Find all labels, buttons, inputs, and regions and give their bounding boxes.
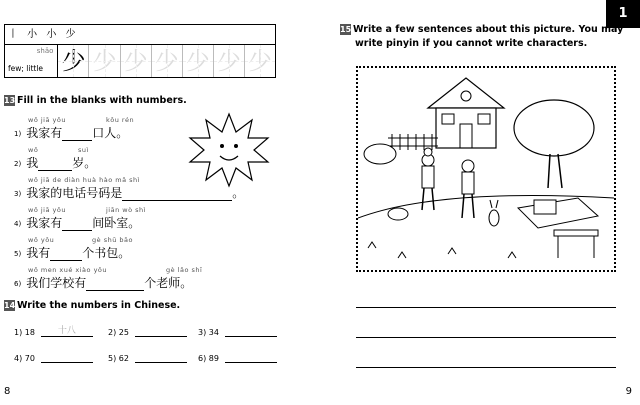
writing-line-2[interactable]: [356, 337, 616, 338]
number-item-1: [14, 326, 93, 337]
family-scene-picture: [356, 66, 616, 272]
number-item-2: [108, 326, 187, 337]
number-item-4: [14, 352, 93, 363]
number-blank[interactable]: [225, 352, 277, 363]
char-pinyin: shǎo: [36, 47, 54, 55]
fill-item-6: [14, 274, 192, 291]
trace-char[interactable]: 少: [121, 45, 152, 77]
sun-illustration: [186, 112, 272, 188]
item-number: 3): [14, 189, 22, 198]
section-15-heading: [340, 24, 623, 35]
item-text-post: 口人。: [92, 126, 129, 140]
item-number: 2): [14, 159, 22, 168]
item-1-pinyin-b: kǒu rén: [106, 116, 135, 124]
trace-char[interactable]: 少: [183, 45, 214, 77]
answer-blank[interactable]: [122, 188, 232, 201]
number-blank[interactable]: [135, 326, 187, 337]
item-3-pinyin-a: wǒ jiā de diàn huà hào mǎ shì: [28, 176, 140, 184]
item-6-pinyin-b: gè lǎo shī: [166, 266, 203, 274]
number-label: 4) 70: [14, 354, 35, 363]
section-14-number: 14: [4, 301, 16, 310]
number-blank[interactable]: [225, 326, 277, 337]
item-text-post: 个老师。: [144, 276, 193, 290]
number-label: 2) 25: [108, 328, 129, 337]
section-14-heading: [4, 300, 180, 311]
fill-item-4: [14, 214, 140, 231]
stroke-order: 丨 小 小 少: [4, 24, 276, 44]
item-text-pre: 我家的电话号码是: [26, 186, 123, 200]
item-text-post: 岁。: [72, 156, 97, 170]
char-meaning: few; little: [8, 64, 44, 73]
page-number-right: 9: [625, 386, 632, 397]
fill-item-3: [14, 184, 244, 201]
answer-blank[interactable]: [62, 218, 92, 231]
item-number: 4): [14, 219, 22, 228]
trace-char[interactable]: 少: [89, 45, 120, 77]
item-4-pinyin-a: wǒ jiā yǒu: [28, 206, 66, 214]
trace-char[interactable]: 少: [214, 45, 245, 77]
family-scene-drawing: [358, 68, 614, 270]
section-13-heading: [4, 95, 187, 106]
number-blank[interactable]: 十八: [41, 326, 93, 337]
section-15-title-line2: write pinyin if you cannot write characters.: [355, 38, 588, 49]
number-label: 1) 18: [14, 328, 35, 337]
item-text-post: 间卧室。: [92, 216, 141, 230]
item-5-pinyin-b: gè shū bāo: [92, 236, 133, 244]
section-15-title-line1: Write a few sentences about this picture. You may: [353, 24, 624, 35]
number-item-6: [198, 352, 277, 363]
number-label: 6) 89: [198, 354, 219, 363]
answer-blank[interactable]: [62, 128, 92, 141]
item-text-post: 个书包。: [82, 246, 131, 260]
page-number-left: 8: [4, 386, 11, 397]
trace-char[interactable]: 少: [152, 45, 183, 77]
item-text-pre: 我: [26, 156, 39, 170]
fill-item-5: [14, 244, 130, 261]
answer-blank[interactable]: [38, 158, 72, 171]
item-text-pre: 我有: [26, 246, 51, 260]
chapter-tab: 1: [606, 0, 640, 28]
item-6-pinyin-a: wǒ men xué xiào yǒu: [28, 266, 108, 274]
writing-line-3[interactable]: [356, 367, 616, 368]
trace-char[interactable]: 少: [245, 45, 275, 77]
section-13-title: Fill in the blanks with numbers.: [17, 95, 187, 106]
item-2-pinyin-a: wǒ: [28, 146, 39, 154]
fill-item-2: [14, 154, 96, 171]
answer-blank[interactable]: [86, 278, 144, 291]
item-5-pinyin-a: wǒ yǒu: [28, 236, 55, 244]
section-13-number: 13: [4, 96, 16, 105]
item-number: 6): [14, 279, 22, 288]
char-label-cell: [5, 45, 58, 77]
main-char: 少: [58, 45, 89, 77]
item-number: 1): [14, 129, 22, 138]
item-text-pre: 我家有: [26, 216, 63, 230]
item-text-pre: 我家有: [26, 126, 63, 140]
fill-item-1: [14, 124, 128, 141]
section-15-number: 15: [340, 25, 352, 34]
section-14-title: Write the numbers in Chinese.: [17, 300, 181, 311]
number-blank[interactable]: [135, 352, 187, 363]
answer-blank[interactable]: [50, 248, 82, 261]
item-1-pinyin-a: wǒ jiā yǒu: [28, 116, 66, 124]
item-text-post: 。: [232, 186, 245, 200]
number-blank[interactable]: [41, 352, 93, 363]
item-text-pre: 我们学校有: [26, 276, 87, 290]
number-label: 5) 62: [108, 354, 129, 363]
item-4-pinyin-b: jiān wò shì: [106, 206, 146, 214]
number-item-5: [108, 352, 187, 363]
number-label: 3) 34: [198, 328, 219, 337]
writing-line-1[interactable]: [356, 307, 616, 308]
character-grid: [4, 44, 276, 78]
number-item-3: [198, 326, 277, 337]
item-2-pinyin-b: suì: [78, 146, 89, 154]
item-number: 5): [14, 249, 22, 258]
